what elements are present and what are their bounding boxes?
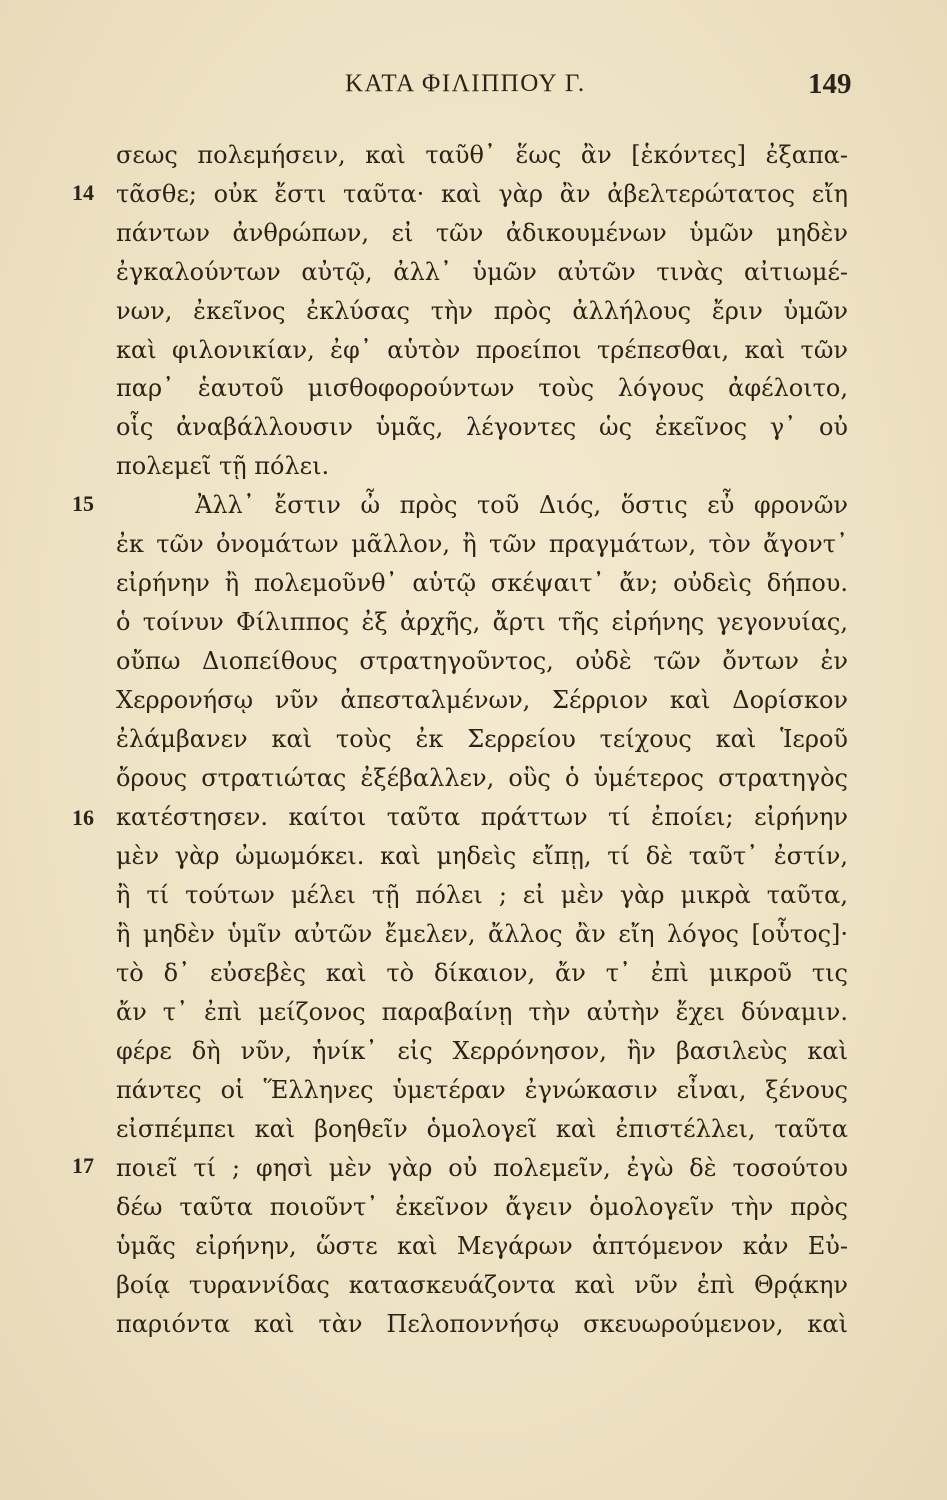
text-line: ἐγκαλούντων αὐτῷ, ἀλλ᾽ ὑμῶν αὐτῶν τινὰς αἰτιωμέ- <box>116 258 848 286</box>
text-line: πάντων ἀνθρώπων, εἰ τῶν ἀδικουμένων ὑμῶν μηδὲν <box>116 219 848 247</box>
section-number-14: 14 <box>72 180 94 205</box>
text-line: βοίᾳ τυραννίδας κατασκευάζοντα καὶ νῦν ἐπὶ Θρᾴκην <box>116 1271 848 1299</box>
text-line: ἐλάμβανεν καὶ τοὺς ἐκ Σερρείου τείχους καὶ Ἱεροῦ <box>116 725 848 753</box>
text-line: ὑμᾶς εἰρήνην, ὥστε καὶ Μεγάρων ἁπτόμενον κἀν Εὐ- <box>116 1232 848 1260</box>
text-line: πάντες οἱ Ἕλληνες ὑμετέραν ἐγνώκασιν εἶναι, ξένους <box>116 1076 848 1104</box>
text-line: ἐκ τῶν ὀνομάτων μᾶλλον, ἢ τῶν πραγμάτων, τὸν ἄγοντ᾽ <box>116 530 848 558</box>
running-head <box>0 70 947 110</box>
text-line: φέρε δὴ νῦν, ἡνίκ᾽ εἰς Χερρόνησον, ἣν βασιλεὺς καὶ <box>116 1037 848 1065</box>
page-header-title: ΚΑΤΑ ΦΙΛΙΠΠΟΥ Γ. <box>345 70 586 97</box>
text-line: δέω ταῦτα ποιοῦντ᾽ ἐκεῖνον ἄγειν ὁμολογεῖν τὴν πρὸς <box>116 1193 848 1221</box>
section-number-16: 16 <box>72 805 94 830</box>
text-line: πολεμεῖ τῇ πόλει. <box>116 452 330 480</box>
text-line: τὸ δ᾽ εὐσεβὲς καὶ τὸ δίκαιον, ἄν τ᾽ ἐπὶ μικροῦ τις <box>116 959 848 987</box>
text-line: ἢ τί τούτων μέλει τῇ πόλει ; εἰ μὲν γὰρ μικρὰ ταῦτα, <box>116 881 848 909</box>
text-line: τᾶσθε; οὐκ ἔστι ταῦτα· καὶ γὰρ ἂν ἀβελτερώτατος εἴη <box>116 180 848 208</box>
text-line: εἰρήνην ἢ πολεμοῦνθ᾽ αὑτῷ σκέψαιτ᾽ ἄν; οὐδεὶς δήπου. <box>116 569 848 597</box>
section-number-15: 15 <box>72 491 94 516</box>
text-line: παρ᾽ ἑαυτοῦ μισθοφορούντων τοὺς λόγους ἀφέλοιτο, <box>116 374 848 402</box>
text-line: οὔπω Διοπείθους στρατηγοῦντος, οὐδὲ τῶν ὄντων ἐν <box>116 647 848 675</box>
text-line: ὄρους στρατιώτας ἐξέβαλλεν, οὓς ὁ ὑμέτερος στρατηγὸς <box>116 764 848 792</box>
text-line: ἄν τ᾽ ἐπὶ μείζονος παραβαίνῃ τὴν αὐτὴν ἔχει δύναμιν. <box>116 998 848 1026</box>
text-line: παριόντα καὶ τὰν Πελοποννήσῳ σκευωρούμενον, καὶ <box>116 1310 848 1338</box>
text-line: ἢ μηδὲν ὑμῖν αὐτῶν ἔμελεν, ἄλλος ἂν εἴη λόγος [οὗτος]· <box>116 920 848 948</box>
section-number-17: 17 <box>72 1153 94 1178</box>
text-line: νων, ἐκεῖνος ἐκλύσας τὴν πρὸς ἀλλήλους ἔριν ὑμῶν <box>116 297 848 325</box>
text-line: μὲν γὰρ ὠμωμόκει. καὶ μηδεὶς εἴπῃ, τί δὲ ταῦτ᾽ ἐστίν, <box>116 842 848 870</box>
text-line: σεως πολεμήσειν, καὶ ταῦθ᾽ ἕως ἂν [ἑκόντες] ἐξαπα- <box>116 141 848 169</box>
text-line: κατέστησεν. καίτοι ταῦτα πράττων τί ἐποίει; εἰρήνην <box>116 803 848 831</box>
text-line: οἷς ἀναβάλλουσιν ὑμᾶς, λέγοντες ὡς ἐκεῖνος γ᾽ οὐ <box>116 413 848 441</box>
paragraph-start-line: Ἀλλ᾽ ἔστιν ὦ πρὸς τοῦ Διός, ὅστις εὖ φρονῶν <box>195 491 848 519</box>
page-number: 149 <box>808 68 852 100</box>
text-line: Χερρονήσῳ νῦν ἀπεσταλμένων, Σέρριον καὶ Δορίσκον <box>116 686 848 714</box>
text-line: ὁ τοίνυν Φίλιππος ἐξ ἀρχῆς, ἄρτι τῆς εἰρήνης γεγονυίας, <box>116 608 848 636</box>
text-line: ποιεῖ τί ; φησὶ μὲν γὰρ οὐ πολεμεῖν, ἐγὼ δὲ τοσούτου <box>116 1154 848 1182</box>
text-line: εἰσπέμπει καὶ βοηθεῖν ὁμολογεῖ καὶ ἐπιστέλλει, ταῦτα <box>116 1115 848 1143</box>
text-line: καὶ φιλονικίαν, ἐφ᾽ αὑτὸν προείποι τρέπεσθαι, καὶ τῶν <box>116 336 848 364</box>
